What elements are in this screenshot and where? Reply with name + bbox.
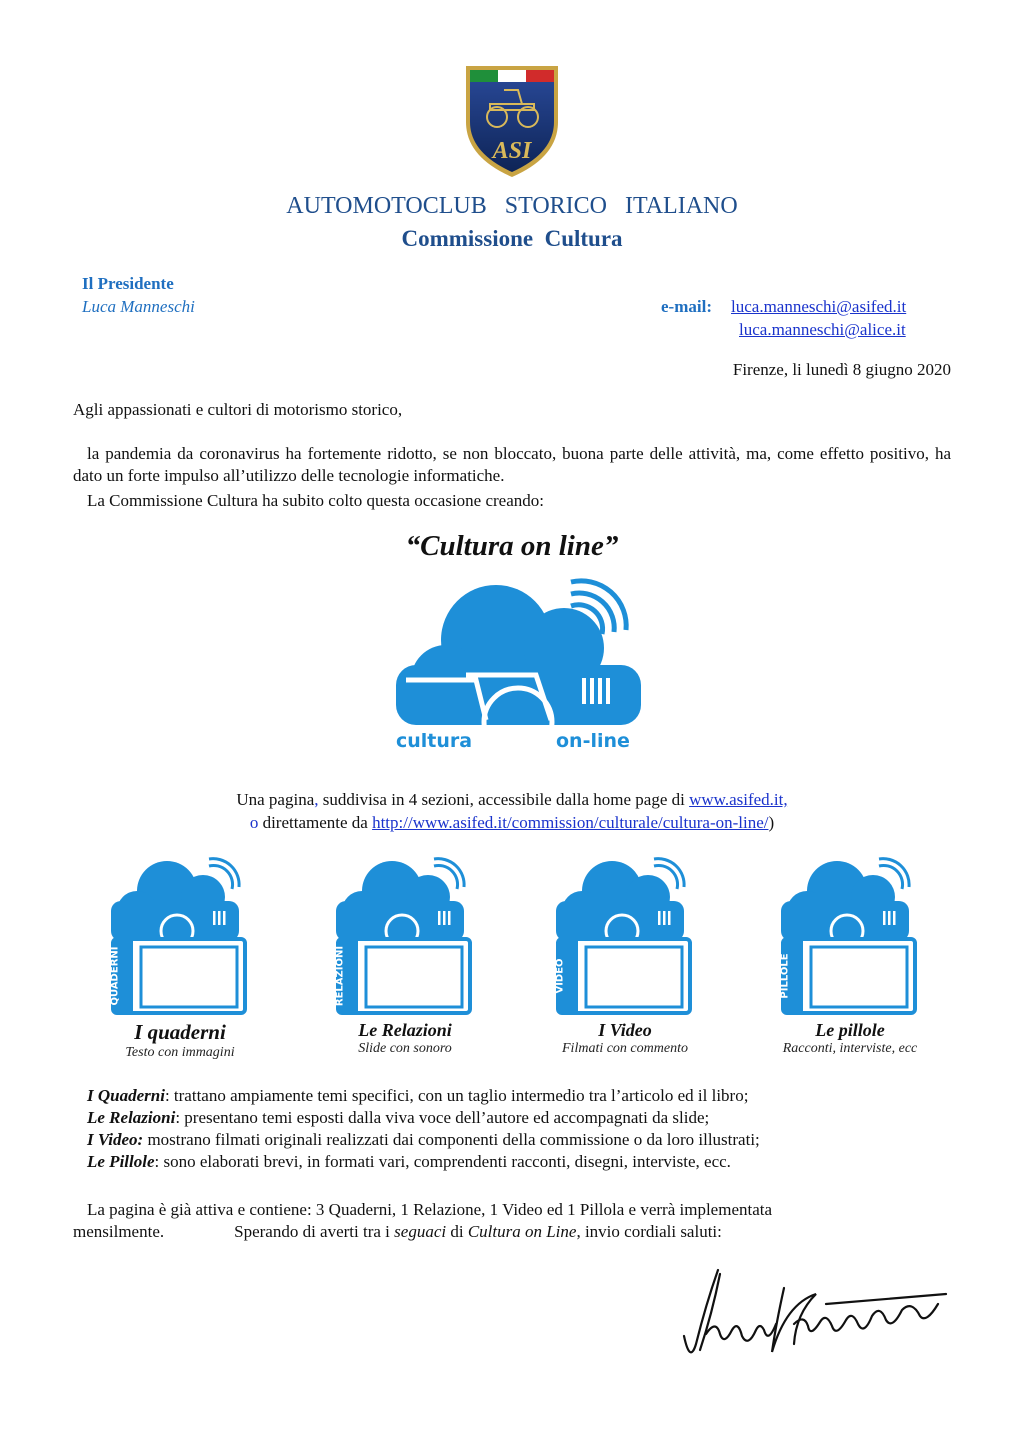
- date-line: Firenze, li lunedì 8 giugno 2020: [732, 360, 951, 379]
- section-subtitle: Filmati con commento: [562, 1041, 688, 1056]
- cultura-online-logo: [386, 570, 648, 770]
- text-video: mostrano filmati originali realizzati dai componenti della commissione o da loro illustrati;: [143, 1130, 760, 1149]
- email-label: e-mail:: [661, 297, 712, 316]
- closing-d: , invio cordiali saluti:: [576, 1222, 722, 1241]
- page-line-2: [0, 812, 1024, 834]
- term-relazioni: Le Relazioni: [87, 1108, 176, 1127]
- logo-word-cultura: cultura: [396, 730, 473, 752]
- page-line-2-end: ): [768, 813, 775, 832]
- section-icon-quaderni: [105, 853, 255, 1018]
- closing-line-2: [73, 1221, 953, 1243]
- email-link-1[interactable]: luca.manneschi@asifed.it: [731, 297, 907, 316]
- term-pillole: Le Pillole: [87, 1152, 155, 1171]
- cultura-online-link[interactable]: http://www.asifed.it/commission/culturale/cultura-on-line/: [372, 813, 769, 832]
- page-line-2-o: o: [249, 813, 259, 832]
- section-title: Le Relazioni: [358, 1020, 452, 1040]
- signature: [676, 1264, 956, 1374]
- closing-b: Sperando di averti tra i: [234, 1222, 395, 1241]
- page-line-1-pre: Una pagina: [236, 790, 315, 809]
- org-name: AUTOMOTOCLUB STORICO ITALIANO: [286, 193, 738, 219]
- page-line-1: [0, 789, 1024, 811]
- section-quaderni[interactable]: [80, 853, 280, 1061]
- section-pillole[interactable]: [750, 853, 950, 1057]
- section-subtitle: Racconti, interviste, ecc: [782, 1041, 918, 1056]
- logo-text: ASI: [492, 138, 532, 164]
- section-icon-pillole: [775, 853, 925, 1018]
- description-quaderni: [87, 1085, 967, 1107]
- body-paragraph-1: [73, 443, 951, 487]
- sep-relazioni: :: [175, 1108, 181, 1127]
- closing-c: di: [446, 1222, 468, 1241]
- section-vertical-label: RELAZIONI: [334, 945, 346, 1007]
- section-subtitle: Slide con sonoro: [358, 1041, 452, 1056]
- term-quaderni: I Quaderni: [87, 1086, 165, 1105]
- text-quaderni: trattano ampiamente temi specifici, con un taglio intermedio tra l’articolo ed il libro;: [169, 1086, 749, 1105]
- text-pillole: sono elaborati brevi, in formati vari, comprendenti racconti, disegni, interviste, ecc.: [159, 1152, 731, 1171]
- closing-paragraph: [73, 1199, 951, 1221]
- section-video[interactable]: [525, 853, 725, 1057]
- closing-mensilmente: mensilmente.: [73, 1222, 165, 1241]
- section-subtitle: Testo con immagini: [125, 1045, 235, 1060]
- term-video: I Video:: [87, 1130, 144, 1149]
- commission-title: Commissione Cultura: [401, 226, 623, 251]
- section-icon-video: [550, 853, 700, 1018]
- sender-name: Luca Manneschi: [82, 297, 195, 316]
- body-paragraph-1-text: la pandemia da coronavirus ha fortemente ridotto, se non bloccato, buona parte delle attività, ma, come effetto positivo, ha dato un forte impulso all’utilizzo delle tecnologie informatiche.: [73, 444, 951, 485]
- cultura-title: “Cultura on line”: [405, 530, 619, 562]
- sender-role: Il Presidente: [82, 274, 174, 293]
- description-relazioni: [87, 1107, 967, 1129]
- logo-word-online: on-line: [556, 730, 630, 752]
- asi-shield-logo: [462, 62, 562, 180]
- sep-pillole: :: [154, 1152, 160, 1171]
- section-vertical-label: QUADERNI: [109, 946, 121, 1006]
- section-descriptions: [87, 1085, 967, 1173]
- section-relazioni[interactable]: [305, 853, 505, 1057]
- text-relazioni: presentano temi esposti dalla viva voce dell’autore ed accompagnati da slide;: [180, 1108, 710, 1127]
- closing-cultura: Cultura on Line: [467, 1222, 577, 1241]
- section-vertical-label: PILLOLE: [779, 953, 791, 999]
- description-pillole: [87, 1151, 967, 1173]
- sep-quaderni: :: [164, 1086, 170, 1105]
- section-title: Le pillole: [815, 1020, 885, 1040]
- body-paragraph-2: La Commissione Cultura ha subito colto questa occasione creando:: [87, 491, 544, 510]
- page-line-2-mid: direttamente da: [258, 813, 373, 832]
- closing-line-1: La pagina è già attiva e contiene: 3 Quaderni, 1 Relazione, 1 Video ed 1 Pillola e verrà implementata: [87, 1200, 773, 1219]
- asifed-link[interactable]: www.asifed.it,: [689, 790, 788, 809]
- email-link-2[interactable]: luca.manneschi@alice.it: [739, 320, 906, 339]
- greeting: Agli appassionati e cultori di motorismo storico,: [73, 400, 403, 419]
- closing-seguaci: seguaci: [394, 1222, 447, 1241]
- page-line-1-comma: ,: [314, 790, 319, 809]
- section-title: I Video: [598, 1020, 652, 1040]
- section-title: I quaderni: [134, 1020, 226, 1044]
- page-line-1-mid: suddivisa in 4 sezioni, accessibile dalla home page di: [318, 790, 690, 809]
- section-vertical-label: VIDEO: [554, 958, 566, 994]
- section-icon-relazioni: [330, 853, 480, 1018]
- description-video: [87, 1129, 967, 1151]
